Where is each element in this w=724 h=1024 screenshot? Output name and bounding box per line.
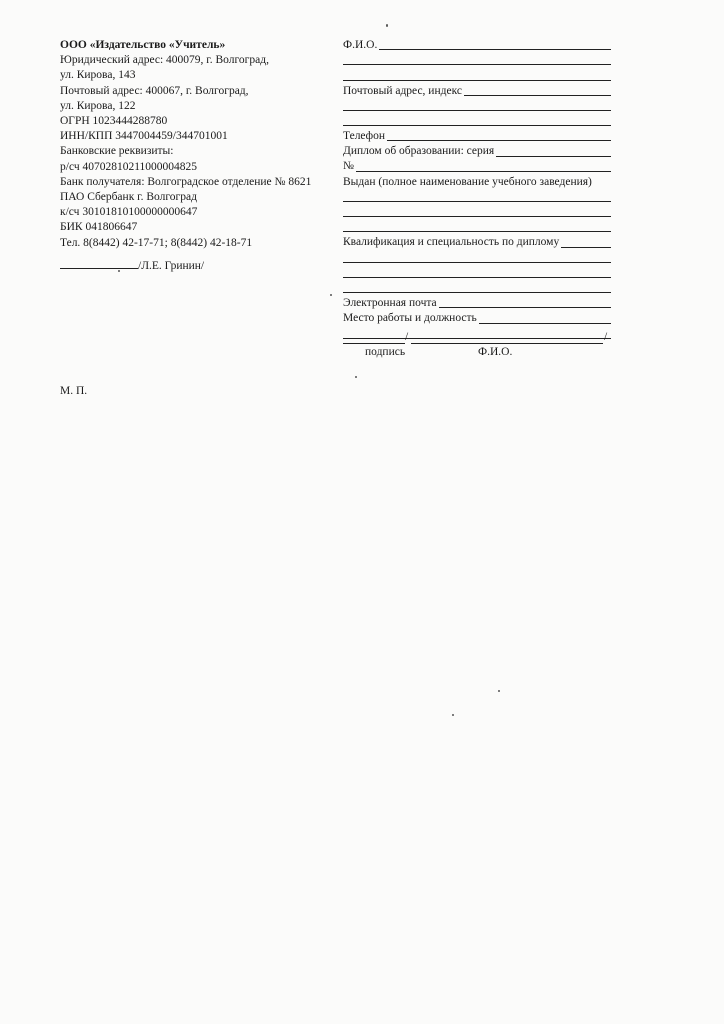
legal-address-street: ул. Кирова, 143 xyxy=(60,69,136,82)
bank-details-heading: Банковские реквизиты: xyxy=(60,145,174,158)
qualification-blank-line-4[interactable] xyxy=(343,281,611,296)
postal-blank-line-2[interactable] xyxy=(343,99,611,114)
scan-speck xyxy=(118,270,120,272)
slash-end: / xyxy=(604,331,608,343)
qualification-blank[interactable] xyxy=(561,237,611,248)
scan-speck xyxy=(498,690,500,692)
blank-line[interactable] xyxy=(343,70,611,81)
fio-field[interactable] xyxy=(343,38,611,53)
work-label: Место работы и должность xyxy=(343,312,477,325)
work-blank[interactable] xyxy=(479,313,611,324)
phone-blank[interactable] xyxy=(387,130,611,141)
diploma-series-field[interactable] xyxy=(343,144,611,159)
phone-field[interactable] xyxy=(343,129,611,144)
qualification-field[interactable] xyxy=(343,235,611,250)
work-field[interactable] xyxy=(343,311,611,326)
phone-label: Телефон xyxy=(343,130,386,143)
scan-speck xyxy=(330,294,332,296)
correspondent-account: к/сч 30101810100000000647 xyxy=(60,206,198,219)
email-blank[interactable] xyxy=(439,297,611,308)
diploma-number-blank[interactable] xyxy=(356,161,611,172)
diploma-label: Диплом об образовании: серия xyxy=(343,145,495,158)
company-name: ООО «Издательство «Учитель» xyxy=(60,39,226,51)
number-label: № xyxy=(343,160,354,173)
recipient-form xyxy=(343,38,611,342)
bik: БИК 041806647 xyxy=(60,221,138,234)
issued-blank-line-2[interactable] xyxy=(343,205,611,220)
stamp-label: М. П. xyxy=(60,385,88,397)
caption-signature: подпись xyxy=(365,346,406,358)
fio-label: Ф.И.О. xyxy=(343,38,378,51)
settlement-account: р/сч 40702810211000004825 xyxy=(60,160,198,173)
blank-line[interactable] xyxy=(343,206,611,217)
issued-by-heading xyxy=(343,175,611,190)
issued-label: Выдан (полное наименование учебного заведения) xyxy=(343,175,592,188)
qualification-label: Квалификация и специальность по диплому xyxy=(343,236,560,249)
slash-separator: / xyxy=(405,331,409,343)
legal-address: Юридический адрес: 400079, г. Волгоград, xyxy=(60,54,269,67)
bank-city: ПАО Сбербанк г. Волгоград xyxy=(60,191,197,204)
fio-blank[interactable] xyxy=(379,39,611,50)
email-label: Электронная почта xyxy=(343,297,437,310)
inn-kpp: ИНН/КПП 3447004459/344701001 xyxy=(60,130,228,143)
postal-blank-line-3[interactable] xyxy=(343,114,611,129)
diploma-series-blank[interactable] xyxy=(496,146,611,157)
scan-speck xyxy=(386,24,388,27)
issued-blank-line-3[interactable] xyxy=(343,220,611,235)
fio-blank-line-2[interactable] xyxy=(343,53,611,68)
postal-label: Почтовый адрес, индекс xyxy=(343,84,462,97)
ogrn: ОГРН 1023444288780 xyxy=(60,115,168,128)
blank-line[interactable] xyxy=(343,282,611,293)
bank-name: Банк получателя: Волгоградское отделение № 8621 xyxy=(60,175,312,188)
email-field[interactable] xyxy=(343,296,611,311)
signature-name: /Л.Е. Гринин/ xyxy=(138,260,205,272)
blank-line[interactable] xyxy=(343,252,611,263)
blank-line[interactable] xyxy=(343,191,611,202)
sender-details xyxy=(60,38,340,251)
postal-field[interactable] xyxy=(343,84,611,99)
signature-captions xyxy=(343,346,607,360)
postal-blank[interactable] xyxy=(464,85,611,96)
blank-line[interactable] xyxy=(343,115,611,126)
blank-line[interactable] xyxy=(343,54,611,65)
scan-speck xyxy=(355,376,357,378)
sender-signature xyxy=(60,257,204,272)
fio-signature-blank-line[interactable] xyxy=(411,330,603,344)
caption-fio: Ф.И.О. xyxy=(478,346,513,358)
recipient-signature-row xyxy=(343,330,607,345)
blank-line[interactable] xyxy=(343,100,611,111)
scan-speck xyxy=(452,714,454,716)
blank-line[interactable] xyxy=(343,267,611,278)
signature-blank-line[interactable] xyxy=(343,330,405,344)
diploma-number-field[interactable] xyxy=(343,160,611,175)
postal-address: Почтовый адрес: 400067, г. Волгоград, xyxy=(60,84,249,97)
postal-address-street: ул. Кирова, 122 xyxy=(60,99,136,112)
qualification-blank-line-2[interactable] xyxy=(343,251,611,266)
qualification-blank-line-3[interactable] xyxy=(343,266,611,281)
phones: Тел. 8(8442) 42-17-71; 8(8442) 42-18-71 xyxy=(60,236,253,249)
signature-blank xyxy=(60,257,138,269)
blank-line[interactable] xyxy=(343,221,611,232)
fio-blank-line-3[interactable] xyxy=(343,68,611,83)
issued-blank-line-1[interactable] xyxy=(343,190,611,205)
